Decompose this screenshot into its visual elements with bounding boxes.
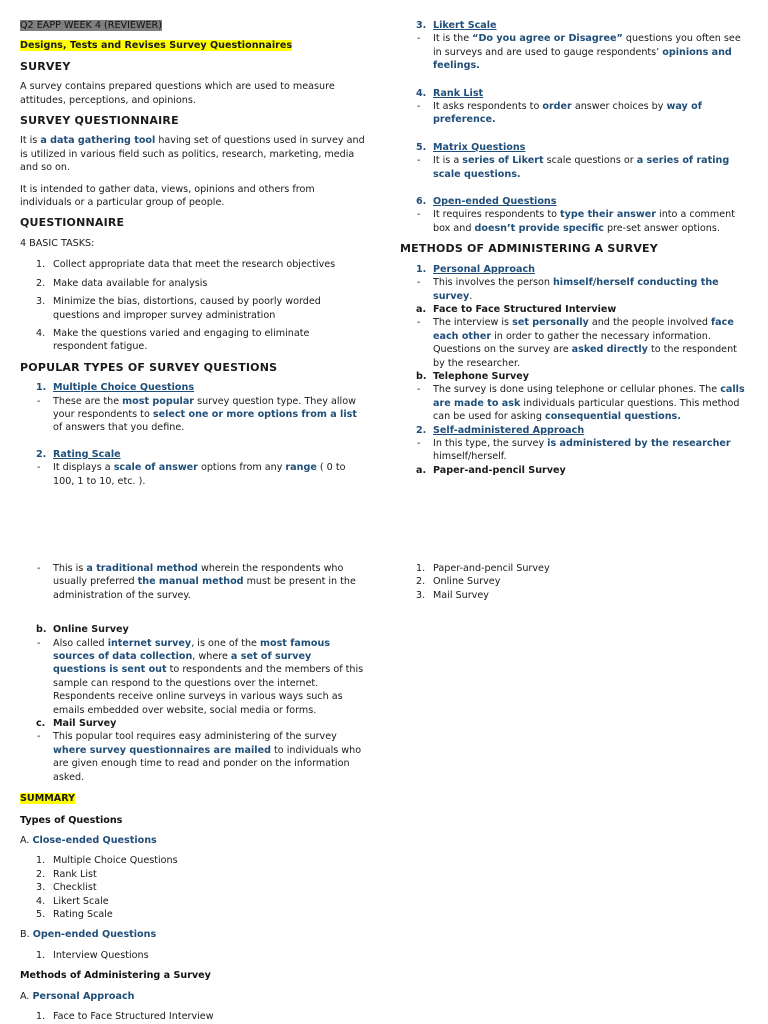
list-item: 1. Collect appropriate data that meet the research objectives xyxy=(36,259,336,271)
method-1a-description: - The interview is set personally and the people involved face each other in order to gather the necessary information. Questions on the survey are asked directly to the respondent by the researcher. xyxy=(417,317,737,369)
questionnaire-definition: It is a data gathering tool having set of questions used in survey and is utilized in various field such as politics, research, marketing, media and so on. xyxy=(20,135,365,174)
list-item: 5. Rating Scale xyxy=(36,908,113,920)
list-item: 4. Likert Scale xyxy=(36,895,109,907)
personal-approach-list xyxy=(20,1010,365,1023)
close-ended-heading: A. Close-ended Questions xyxy=(20,834,157,846)
summary-heading: SUMMARY xyxy=(20,793,76,805)
method-1b-title: b. Telephone Survey xyxy=(416,370,530,382)
type-4-title: 4. Rank List xyxy=(416,87,484,99)
method-1b-description: - The survey is done using telephone or cellular phones. The calls are made to ask individuals particular questions. This method can be used for asking consequential questions. xyxy=(417,384,745,423)
online-survey-title: b. Online Survey xyxy=(36,624,129,636)
types-of-questions-heading: Types of Questions xyxy=(20,814,123,826)
methods-summary-heading: Methods of Administering a Survey xyxy=(20,970,211,982)
type-1-title: 1. Multiple Choice Questions xyxy=(36,382,195,394)
list-item: 1. Multiple Choice Questions xyxy=(36,855,178,867)
list-item: 3. Minimize the bias, distortions, caused by poorly worded questions and improper survey administration xyxy=(36,296,321,321)
heading-methods: METHODS OF ADMINISTERING A SURVEY xyxy=(400,242,658,256)
heading-popular-types: POPULAR TYPES OF SURVEY QUESTIONS xyxy=(20,360,278,374)
online-survey-description: - Also called internet survey, is one of the most famous sources of data collection, where a set of survey questions is sent out to respondents and the members of this sample can respond to the questions over the internet. Respondents receive online surveys in various ways such as emails embedded over website, social media or forms. xyxy=(37,637,364,716)
type-4-description: - It asks respondents to order answer choices by way of preference. xyxy=(417,101,702,126)
close-ended-list xyxy=(20,854,365,921)
type-3-description: - It is the “Do you agree or Disagree” questions you often see in surveys and are used to gauge respondents’ opinions and feelings. xyxy=(417,33,741,72)
method-1-description: - This involves the person himself/herself conducting the survey. xyxy=(417,277,719,302)
survey-definition: A survey contains prepared questions which are used to measure attitudes, perceptions, and opinions. xyxy=(20,81,335,106)
questionnaire-purpose: It is intended to gather data, views, opinions and others from individuals or a particular group of people. xyxy=(20,183,315,209)
type-2-description: - It displays a scale of answer options from any range ( 0 to 100, 1 to 10, etc. ). xyxy=(37,462,346,487)
type-3-title: 3. Likert Scale xyxy=(416,20,497,31)
personal-approach-heading: A. Personal Approach xyxy=(20,990,135,1002)
self-administered-list xyxy=(400,562,745,602)
method-1a-title: a. Face to Face Structured Interview xyxy=(416,303,617,315)
type-1-description: - These are the most popular survey question type. They allow your respondents to select one or more options from a list of answers that you define. xyxy=(37,395,357,434)
list-item: 3. Checklist xyxy=(36,882,97,894)
method-1-title: 1. Personal Approach xyxy=(416,263,535,275)
type-5-description: - It is a series of Likert scale questions or a series of rating scale questions. xyxy=(417,155,730,180)
mail-survey-title: c. Mail Survey xyxy=(36,718,117,730)
paper-pencil-description: - This is a traditional method wherein the respondents who usually preferred the manual method must be present in the administration of the survey. xyxy=(37,563,356,601)
tasks-list xyxy=(20,258,365,353)
heading-survey-questionnaire: SURVEY QUESTIONNAIRE xyxy=(20,114,179,128)
method-2a-title: a. Paper-and-pencil Survey xyxy=(416,464,566,476)
type-2-title: 2. Rating Scale xyxy=(36,448,121,460)
list-item: 3. Mail Survey xyxy=(416,589,489,601)
heading-questionnaire: QUESTIONNAIRE xyxy=(20,216,125,230)
type-6-title: 6. Open-ended Questions xyxy=(416,196,557,208)
heading-survey: SURVEY xyxy=(20,59,71,73)
page2-right-column xyxy=(400,562,745,602)
type-6-description: - It requires respondents to type their answer into a comment box and doesn’t provide specific pre-set answer options. xyxy=(417,209,735,234)
reviewer-tag: Q2 EAPP WEEK 4 (REVIEWER) xyxy=(20,20,162,31)
list-item: 1. Face to Face Structured Interview xyxy=(36,1010,214,1022)
open-ended-heading: B. Open-ended Questions xyxy=(20,929,157,941)
tasks-label: 4 BASIC TASKS: xyxy=(20,237,95,249)
list-item: 2. Make data available for analysis xyxy=(36,277,208,289)
list-item: 2. Online Survey xyxy=(416,576,501,588)
list-item: 1. Paper-and-pencil Survey xyxy=(416,563,550,574)
method-2-title: 2. Self-administered Approach xyxy=(416,424,585,436)
method-2-description: - In this type, the survey is administered by the researcher himself/herself. xyxy=(417,437,731,463)
list-item: 4. Make the questions varied and engaging to eliminate respondent fatigue. xyxy=(36,327,310,353)
page1-right-column xyxy=(400,19,745,477)
document-title: Designs, Tests and Revises Survey Questionnaires xyxy=(20,40,293,52)
open-ended-list xyxy=(20,949,365,962)
page1-left-column xyxy=(20,19,365,488)
list-item: 1. Interview Questions xyxy=(36,949,149,961)
page2-left-column xyxy=(20,562,365,1023)
type-5-title: 5. Matrix Questions xyxy=(416,141,526,153)
list-item: 2. Rank List xyxy=(36,868,97,880)
mail-survey-description: - This popular tool requires easy administering of the survey where survey questionnaires are mailed to individuals who are given enough time to read and ponder on the information asked. xyxy=(37,731,362,783)
